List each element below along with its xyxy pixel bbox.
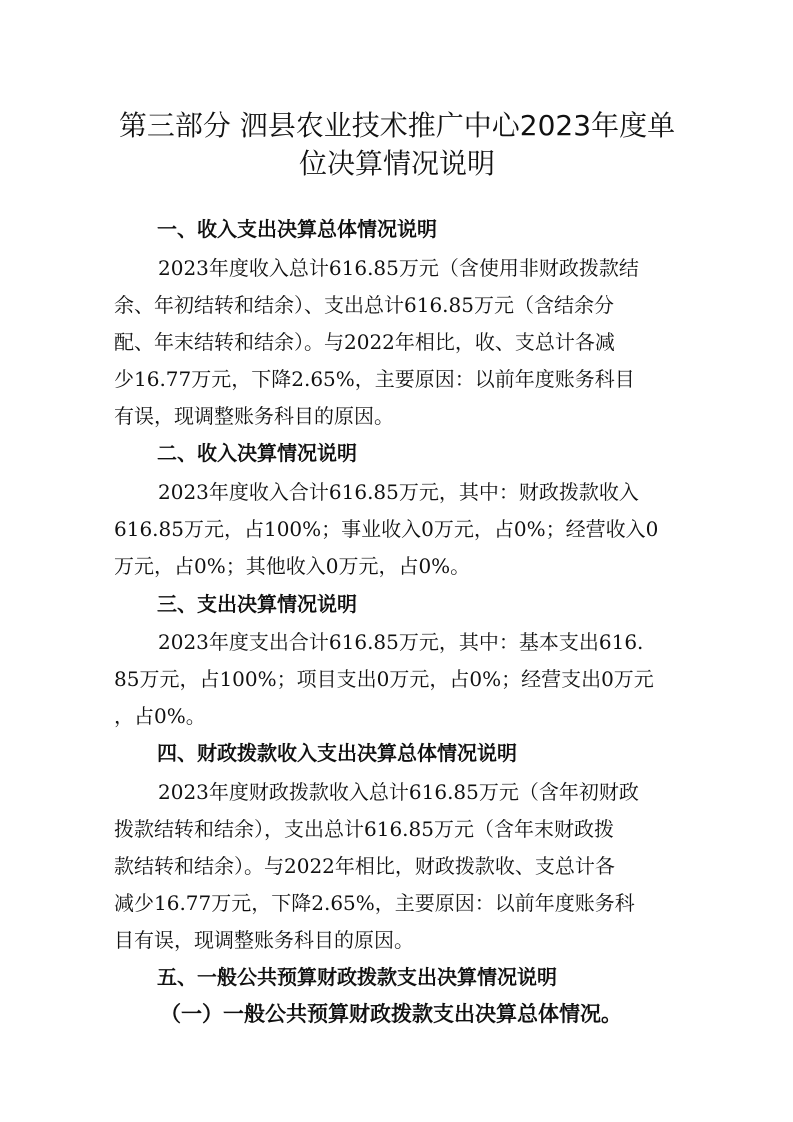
section-3-line-3: ，占0%。 bbox=[114, 704, 206, 728]
section-3-heading: 三、支出决算情况说明 bbox=[157, 592, 357, 616]
document-title-line-1: 第三部分 泗县农业技术推广中心2023年度单 bbox=[118, 109, 676, 142]
section-1-heading: 一、收入支出决算总体情况说明 bbox=[157, 217, 437, 241]
section-1-line-1: 2023年度收入总计616.85万元（含使用非财政拨款结 bbox=[158, 256, 639, 280]
section-3-line-1: 2023年度支出合计616.85万元，其中：基本支出616. bbox=[158, 630, 644, 654]
section-4-line-1: 2023年度财政拨款收入总计616.85万元（含年初财政 bbox=[158, 780, 639, 804]
section-1-line-4: 少16.77万元，下降2.65%，主要原因：以前年度账务科目 bbox=[114, 367, 635, 391]
section-4-line-4: 减少16.77万元，下降2.65%，主要原因：以前年度账务科 bbox=[114, 891, 635, 915]
section-1-line-2: 余、年初结转和结余）、支出总计616.85万元（含结余分 bbox=[114, 293, 614, 317]
section-2-line-3: 万元，占0%；其他收入0万元，占0%。 bbox=[114, 554, 471, 578]
section-2-heading: 二、收入决算情况说明 bbox=[157, 441, 357, 465]
section-5-heading: 五、一般公共预算财政拨款支出决算情况说明 bbox=[157, 965, 557, 989]
document-title-line-2: 位决算情况说明 bbox=[298, 147, 495, 180]
section-4-line-3: 款结转和结余）。与2022年相比，财政拨款收、支总计各 bbox=[114, 854, 615, 878]
section-4-line-2: 拨款结转和结余），支出总计616.85万元（含年末财政拨 bbox=[114, 817, 614, 841]
section-3-line-2: 85万元，占100%；项目支出0万元，占0%；经营支出0万元 bbox=[114, 667, 654, 691]
section-4-line-5: 目有误，现调整账务科目的原因。 bbox=[114, 928, 414, 952]
section-2-line-1: 2023年度收入合计616.85万元，其中：财政拨款收入 bbox=[158, 480, 639, 504]
section-4-heading: 四、财政拨款收入支出决算总体情况说明 bbox=[157, 741, 517, 765]
section-2-line-2: 616.85万元，占100%；事业收入0万元，占0%；经营收入0 bbox=[114, 517, 659, 541]
section-5-subheading: （一）一般公共预算财政拨款支出决算总体情况。 bbox=[160, 1001, 622, 1026]
section-1-line-5: 有误，现调整账务科目的原因。 bbox=[114, 404, 394, 428]
section-1-line-3: 配、年末结转和结余）。与2022年相比，收、支总计各减 bbox=[114, 330, 615, 354]
